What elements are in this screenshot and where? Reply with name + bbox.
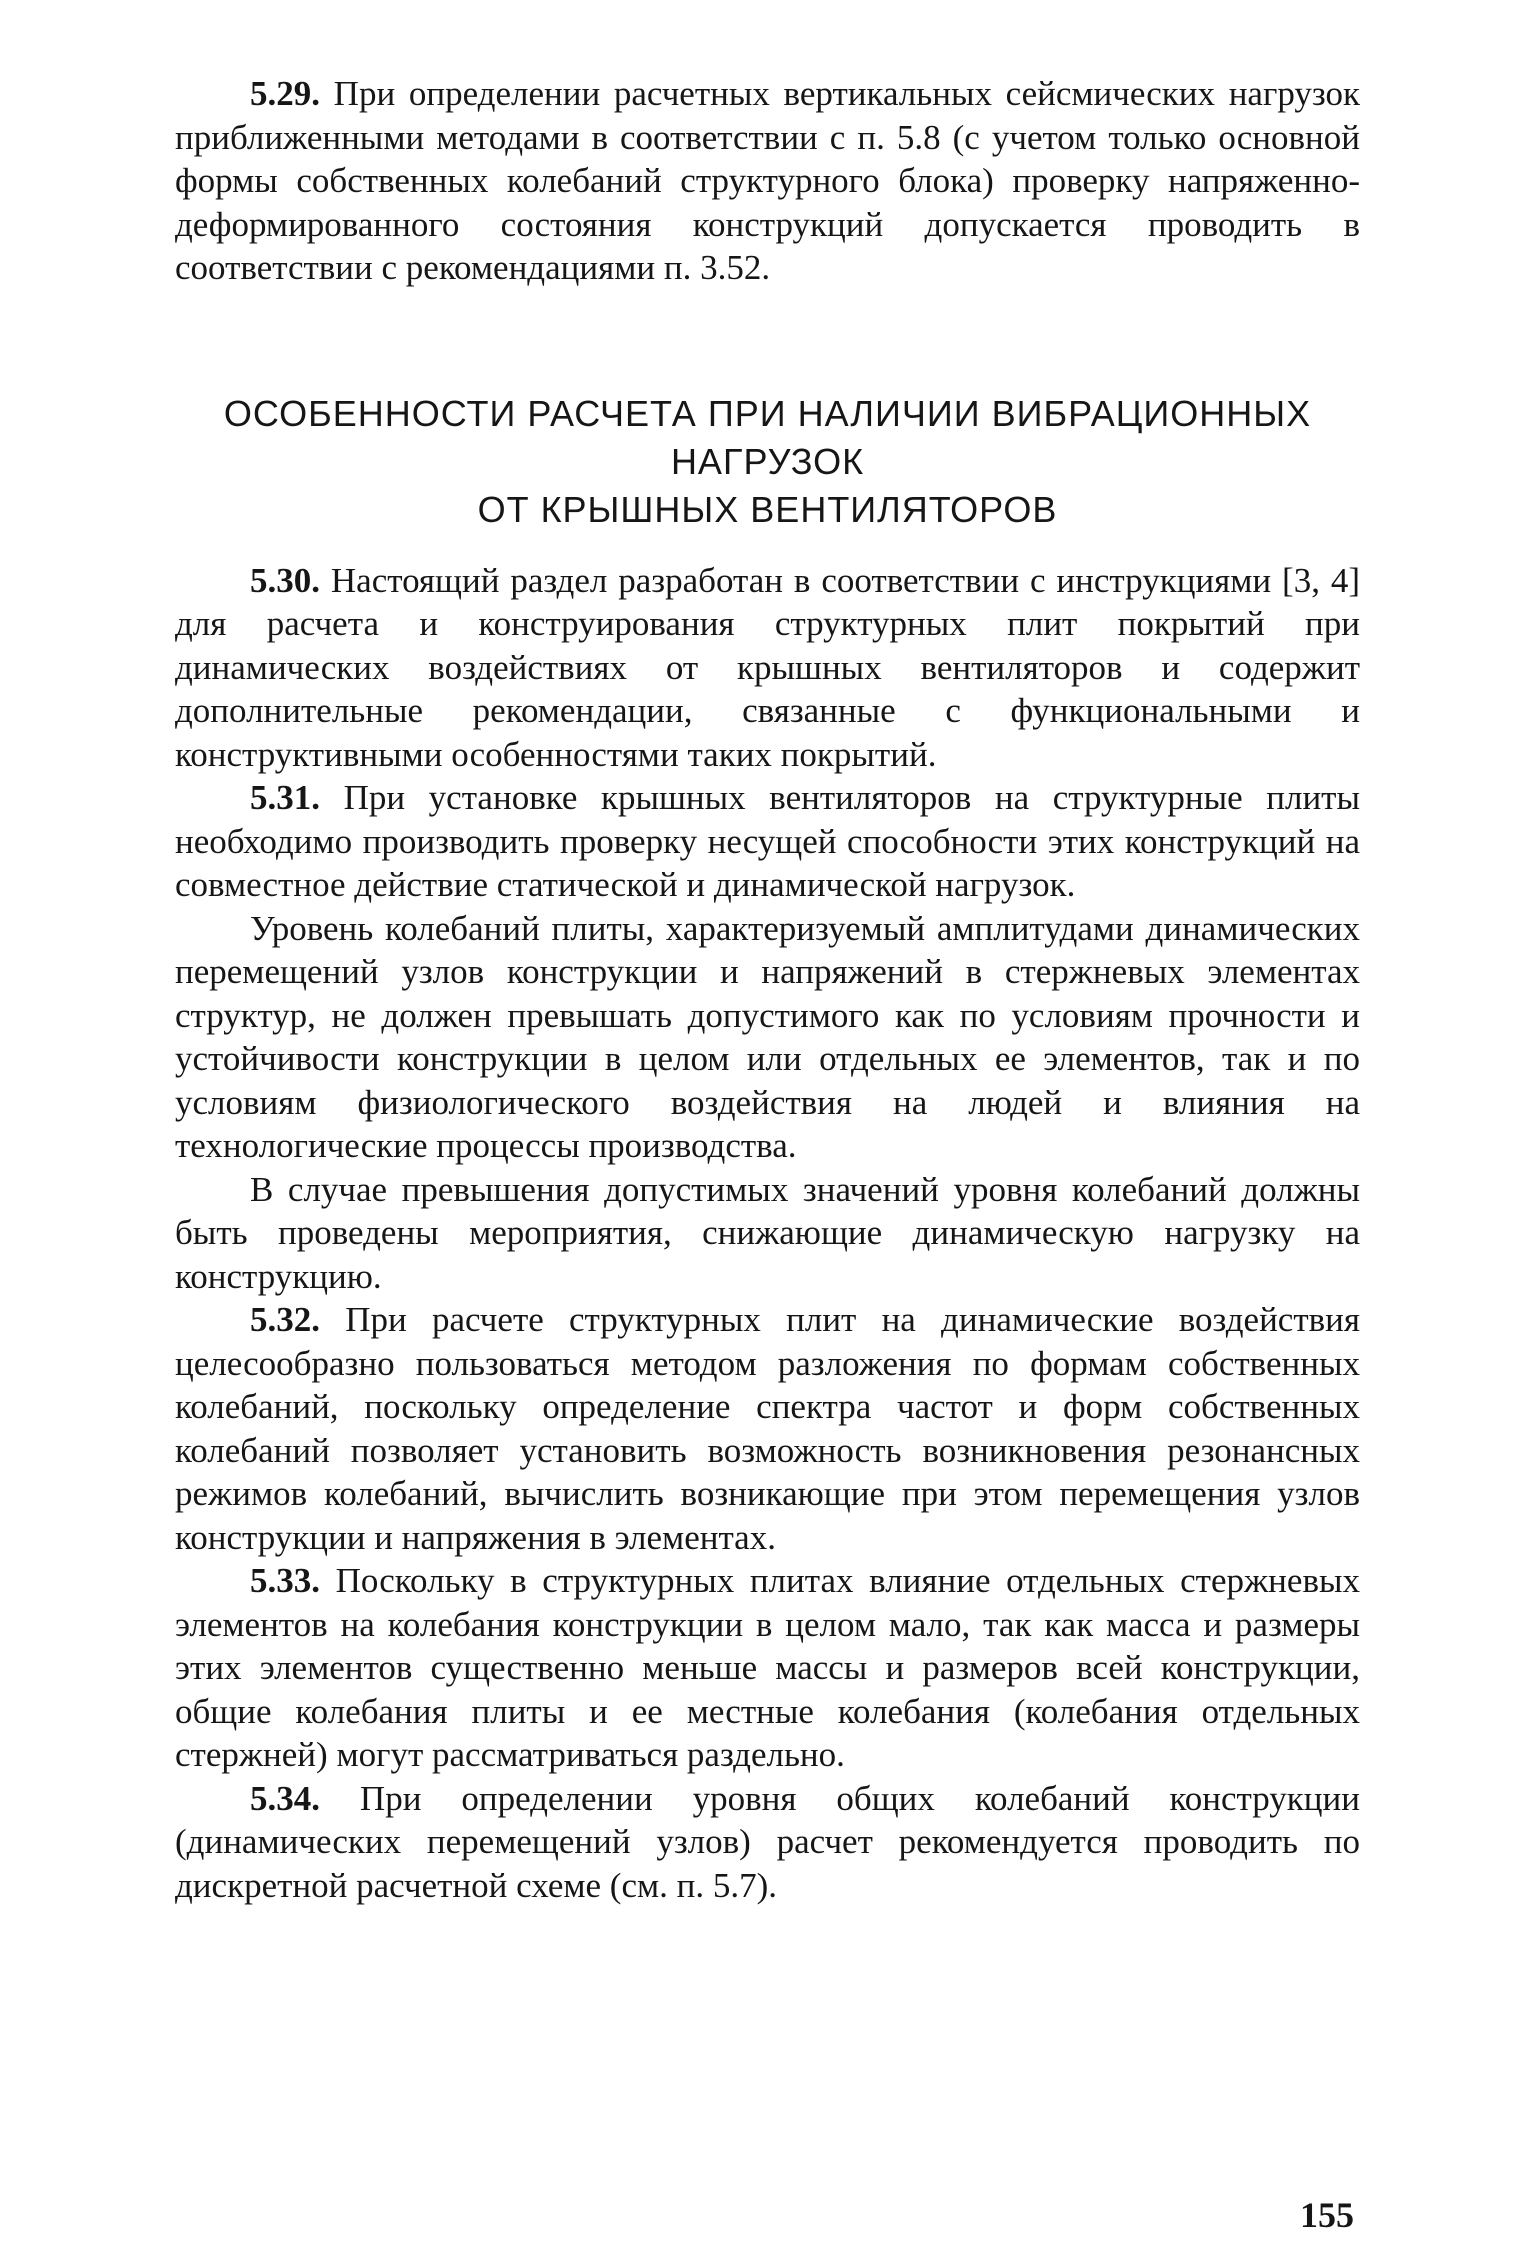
paragraph-exceeding-limits (175, 1168, 1360, 1299)
paragraph-vibration-level (175, 907, 1360, 1168)
paragraph-text: Уровень колебаний плиты, характеризуемый амплитудами динамических перемещений узлов конструкции и напряжений в стержневых элементах структур, не должен превышать допустимого как по условиям прочности и устойчивости конструкции в целом или отдельных ее элементов, так и по условиям физиологического воздействия на людей и влияния на технологические процессы производства. (175, 908, 1360, 1165)
paragraph-number: 5.29. (250, 74, 320, 113)
page-number: 155 (1300, 2195, 1354, 2235)
document-page (175, 72, 1360, 1907)
paragraph-text: В случае превышения допустимых значений уровня колебаний должны быть проведены мероприятия, снижающие динамическую нагрузку на конструкцию. (175, 1169, 1360, 1296)
section-heading (175, 390, 1360, 534)
paragraph-number: 5.30. (250, 560, 320, 600)
paragraph-number: 5.32. (250, 1300, 320, 1339)
paragraph-5-34 (175, 1777, 1360, 1908)
section-heading-line-1: ОСОБЕННОСТИ РАСЧЕТА ПРИ НАЛИЧИИ ВИБРАЦИОННЫХ (223, 392, 1312, 434)
paragraph-5-30 (175, 559, 1360, 777)
paragraph-5-32 (175, 1298, 1360, 1559)
paragraph-text: При определении уровня общих колебаний конструкции (динамических перемещений узлов) расчет рекомендуется проводить по дискретной расчетной схеме (см. п. 5.7). (175, 1778, 1360, 1905)
paragraph-text: При определении расчетных вертикальных сейсмических нагрузок приближенными методами в соответствии с п. 5.8 (с учетом только основной формы собственных колебаний структурного блока) проверку напряженно-деформированного состояния конструкций допускается проводить в соответствии с рекомендациями п. 3.52. (175, 74, 1360, 287)
paragraph-5-31 (175, 776, 1360, 907)
paragraph-number: 5.33. (250, 1561, 320, 1600)
paragraph-text: Настоящий раздел разработан в соответствии с инструкциями [3, 4] для расчета и конструирования структурных плит покрытий при динамических воздействиях от крышных вентиляторов и содержит дополнительные рекомендации, связанные с функциональными и конструктивными особенностями таких покрытий. (175, 560, 1360, 774)
paragraph-number: 5.31. (250, 778, 320, 817)
section-heading-line-2: НАГРУЗОК (670, 440, 865, 482)
section-heading-line-3: ОТ КРЫШНЫХ ВЕНТИЛЯТОРОВ (477, 488, 1058, 530)
paragraph-text: Поскольку в структурных плитах влияние отдельных стержневых элементов на колебания конструкции в целом мало, так как масса и размеры этих элементов существенно меньше массы и размеров всей конструкции, общие колебания плиты и ее местные колебания (колебания отдельных стержней) могут рассматриваться раздельно. (175, 1561, 1360, 1774)
paragraph-text: При установке крышных вентиляторов на структурные плиты необходимо производить проверку несущей способности этих конструкций на совместное действие статической и динамической нагрузок. (175, 778, 1360, 904)
paragraph-5-33 (175, 1559, 1360, 1777)
paragraph-number: 5.34. (250, 1778, 320, 1818)
paragraph-5-29 (175, 72, 1360, 290)
paragraph-text: При расчете структурных плит на динамические воздействия целесообразно пользоваться методом разложения по формам собственных колебаний, поскольку определение спектра частот и форм собственных колебаний позволяет установить возможность возникновения резонансных режимов колебаний, вычислить возникающие при этом перемещения узлов конструкции и напряжения в элементах. (175, 1300, 1360, 1557)
